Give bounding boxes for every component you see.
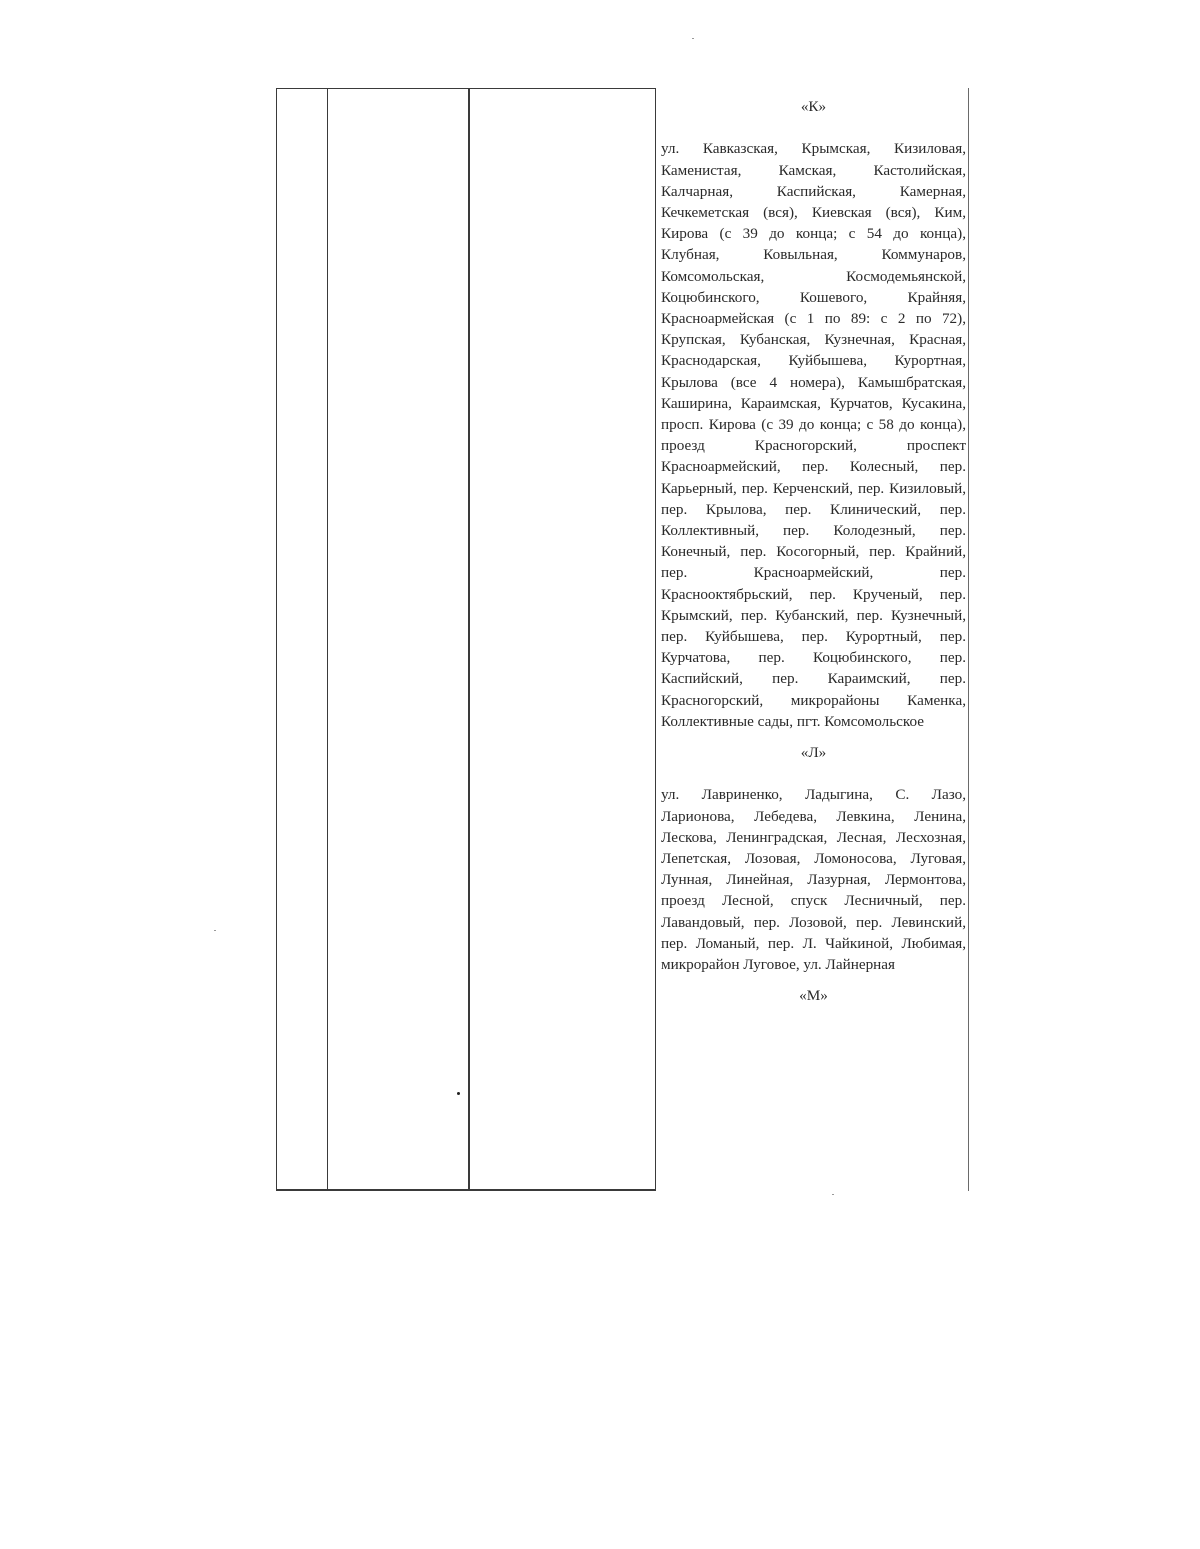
column-2-left-border (327, 88, 328, 1191)
column-4-left-border (655, 88, 656, 1191)
section-letter-m: «М» (799, 987, 828, 1005)
table-top-border (276, 88, 656, 89)
scan-dot (457, 1092, 460, 1095)
column-1-left-border (276, 88, 277, 1191)
scan-speck (692, 38, 694, 39)
column-4-right-border (968, 88, 969, 1191)
scan-speck (214, 930, 216, 931)
section-k-streets: ул. Кавказская, Крымская, Кизиловая, Каменистая, Камская, Кастолийская, Калчарная, Каспийская, Камерная, Кечкеметская (вся), Киевская (вся), Ким, Кирова (с 39 до конца; с 54 до конца), Клубная, Ковыльная, Коммунаров, Комсомольская, Космодемьянской, Коцюбинского, Кошевого, Крайняя, Красноармейская (с 1 по 89: с 2 по 72), Крупская, Кубанская, Кузнечная, Красная, Краснодарская, Куйбышева, Курортная, Крылова (все 4 номера), Камышбратская, Каширина, Караимская, Курчатов, Кусакина, просп. Кирова (с 39 до конца; с 58 до конца), проезд Красногорский, проспект Красноармейский, пер. Колесный, пер. Карьерный, пер. Керченский, пер. Кизиловый, пер. Крылова, пер. Клинический, пер. Коллективный, пер. Колодезный, пер. Конечный, пер. Косогорный, пер. Крайний, пер. Красноармейский, пер. Краснооктябрьский, пер. Крученый, пер. Крымский, пер. Кубанский, пер. Кузнечный, пер. Куйбышева, пер. Курортный, пер. Курчатова, пер. Коцюбинского, пер. Каспийский, пер. Караимский, пер. Красногорский, микрорайоны Каменка, Коллективные сады, пгт. Комсомольское (661, 140, 966, 730)
streets-column (661, 96, 966, 1006)
section-l-streets: ул. Лавриненко, Ладыгина, С. Лазо, Ларионова, Лебедева, Левкина, Ленина, Лескова, Ленинградская, Лесная, Лесхозная, Лепетская, Лозовая, Ломоносова, Луговая, Лунная, Линейная, Лазурная, Лермонтова, проезд Лесной, спуск Лесничный, пер. Лавандовый, пер. Лозовой, пер. Левинский, пер. Ломаный, пер. Л. Чайкиной, Любимая, микрорайон Луговое, ул. Лайнерная (661, 786, 966, 974)
section-letter-k: «К» (800, 98, 827, 115)
scan-speck (832, 1194, 834, 1195)
column-3-left-border (468, 88, 470, 1191)
section-letter-l: «Л» (800, 744, 827, 762)
table-bottom-border (276, 1189, 656, 1191)
